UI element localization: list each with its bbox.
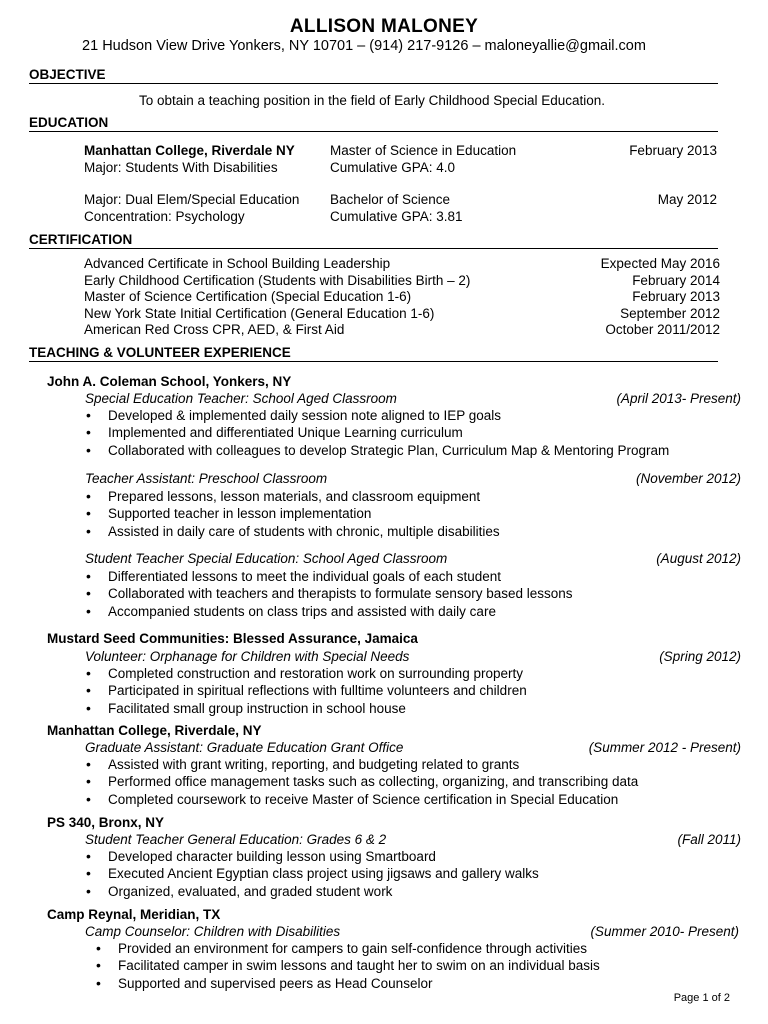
bullet-list	[96, 940, 600, 992]
education-major-2: Major: Dual Elem/Special Education	[84, 192, 300, 207]
org-camp-reynal: Camp Reynal, Meridian, TX	[47, 907, 221, 922]
role-title: Graduate Assistant: Graduate Education Grant Office	[85, 740, 404, 755]
certification-row	[84, 289, 720, 306]
list-item: • Developed character building lesson using Smartboard	[86, 848, 539, 865]
role-line	[85, 739, 741, 756]
certification-name: Master of Science Certification (Special Education 1-6)	[84, 289, 412, 304]
education-gpa-2: Cumulative GPA: 3.81	[330, 209, 463, 224]
role-line	[85, 648, 741, 665]
role-date: (April 2013- Present)	[616, 391, 741, 406]
list-item: • Completed construction and restoration work on surrounding property	[86, 665, 527, 682]
education-degree-1: Master of Science in Education	[330, 143, 517, 158]
objective-text: To obtain a teaching position in the field of Early Childhood Special Education.	[138, 93, 606, 108]
bullet-list	[86, 665, 527, 717]
certification-name: Early Childhood Certification (Students with Disabilities Birth – 2)	[84, 272, 471, 288]
list-item: • Collaborated with colleagues to develop Strategic Plan, Curriculum Map & Mentoring Program	[86, 442, 669, 459]
list-item: • Performed office management tasks such as collecting, organizing, and transcribing data	[86, 773, 638, 790]
role-title: Special Education Teacher: School Aged Classroom	[85, 391, 397, 406]
role-line	[85, 390, 741, 407]
list-item: • Assisted with grant writing, reporting, and budgeting related to grants	[86, 756, 638, 773]
role-line	[85, 923, 739, 940]
bullet-list	[86, 848, 539, 900]
org-ps-340: PS 340, Bronx, NY	[47, 815, 165, 830]
list-item: • Supported teacher in lesson implementation	[86, 505, 500, 522]
objective-heading: OBJECTIVE	[29, 67, 718, 84]
certification-date: September 2012	[620, 305, 720, 321]
education-heading: EDUCATION	[29, 115, 718, 132]
bullet-list	[86, 407, 669, 459]
role-line	[85, 831, 741, 848]
role-title: Volunteer: Orphanage for Children with Special Needs	[85, 649, 410, 664]
role-date: (Fall 2011)	[677, 832, 741, 847]
certification-row	[84, 322, 720, 339]
list-item: • Completed coursework to receive Master of Science certification in Special Education	[86, 791, 638, 808]
list-item: • Assisted in daily care of students with chronic, multiple disabilities	[86, 523, 500, 540]
list-item: • Developed & implemented daily session note aligned to IEP goals	[86, 407, 669, 424]
experience-heading: TEACHING & VOLUNTEER EXPERIENCE	[29, 345, 718, 362]
list-item: • Implemented and differentiated Unique Learning curriculum	[86, 424, 669, 441]
certification-date: October 2011/2012	[605, 322, 720, 337]
org-mustard-seed: Mustard Seed Communities: Blessed Assurance, Jamaica	[47, 631, 418, 646]
certification-date: February 2014	[632, 272, 720, 288]
certification-date: Expected May 2016	[600, 256, 720, 271]
list-item: • Differentiated lessons to meet the individual goals of each student	[86, 568, 573, 585]
role-title: Camp Counselor: Children with Disabilities	[85, 924, 341, 939]
bullet-list	[86, 756, 638, 808]
role-title: Student Teacher Special Education: School Aged Classroom	[85, 551, 448, 566]
list-item: • Facilitated small group instruction in school house	[86, 700, 527, 717]
certification-row	[84, 306, 720, 323]
role-date: (Spring 2012)	[659, 649, 741, 664]
role-title: Teacher Assistant: Preschool Classroom	[85, 471, 328, 486]
org-coleman: John A. Coleman School, Yonkers, NY	[47, 374, 292, 389]
role-date: (Summer 2012 - Present)	[588, 740, 741, 755]
list-item: • Collaborated with teachers and therapists to formulate sensory based lessons	[86, 585, 573, 602]
org-manhattan-college: Manhattan College, Riverdale, NY	[47, 723, 262, 738]
list-item: • Provided an environment for campers to gain self-confidence through activities	[96, 940, 600, 957]
role-date: (August 2012)	[656, 551, 741, 566]
certification-row	[84, 256, 720, 273]
education-concentration-2: Concentration: Psychology	[84, 209, 245, 224]
certification-name: New York State Initial Certification (General Education 1-6)	[84, 305, 435, 321]
education-date-2: May 2012	[657, 192, 717, 207]
certification-row	[84, 273, 720, 290]
certification-name: American Red Cross CPR, AED, & First Aid	[84, 322, 345, 337]
education-school: Manhattan College, Riverdale NY	[84, 143, 295, 158]
contact-line: 21 Hudson View Drive Yonkers, NY 10701 – (914) 217-9126 – maloneyallie@gmail.com	[82, 38, 646, 54]
role-date: (November 2012)	[635, 471, 741, 486]
list-item: • Prepared lessons, lesson materials, and classroom equipment	[86, 488, 500, 505]
role-title: Student Teacher General Education: Grades 6 & 2	[85, 832, 387, 847]
bullet-list	[86, 488, 500, 540]
education-degree-2: Bachelor of Science	[330, 192, 451, 207]
certification-list	[84, 256, 720, 339]
education-major-1: Major: Students With Disabilities	[84, 160, 278, 175]
list-item: • Supported and supervised peers as Head Counselor	[96, 975, 600, 992]
certification-date: February 2013	[632, 289, 720, 304]
list-item: • Executed Ancient Egyptian class project using jigsaws and gallery walks	[86, 865, 539, 882]
certification-heading: CERTIFICATION	[29, 232, 718, 249]
list-item: • Organized, evaluated, and graded student work	[86, 883, 539, 900]
certification-name: Advanced Certificate in School Building Leadership	[84, 256, 391, 271]
role-line	[85, 470, 741, 487]
bullet-list	[86, 568, 573, 620]
list-item: • Facilitated camper in swim lessons and taught her to swim on an individual basis	[96, 957, 600, 974]
education-date-1: February 2013	[629, 143, 717, 158]
candidate-name: ALLISON MALONEY	[289, 16, 479, 37]
list-item: • Accompanied students on class trips and assisted with daily care	[86, 603, 573, 620]
education-gpa-1: Cumulative GPA: 4.0	[330, 160, 456, 175]
role-date: (Summer 2010- Present)	[590, 924, 739, 939]
page-number: Page 1 of 2	[673, 992, 730, 1004]
list-item: • Participated in spiritual reflections with fulltime volunteers and children	[86, 682, 527, 699]
role-line	[85, 550, 741, 567]
